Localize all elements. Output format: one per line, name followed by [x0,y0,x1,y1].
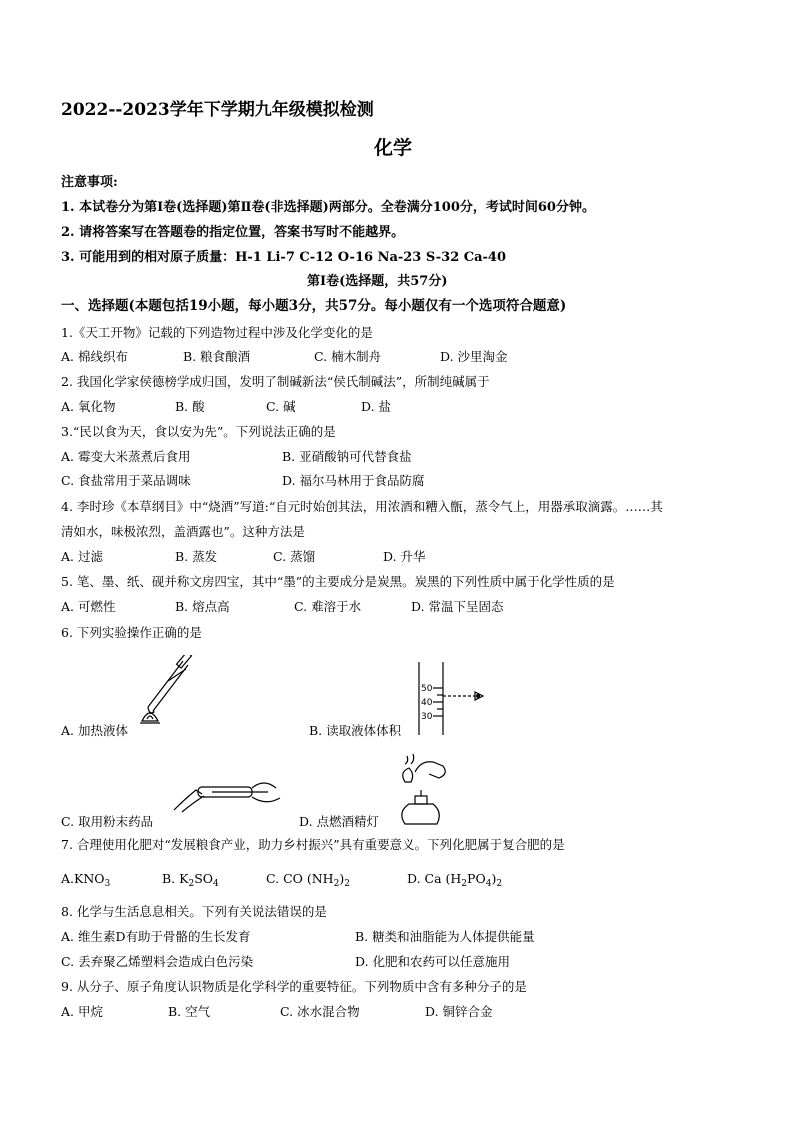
q7-a-text: A.KNO [61,871,105,886]
q4-option-c: C. 蒸馏 [273,549,316,564]
q7-c-sub2: 2 [344,879,350,889]
q7-a-sub: 3 [104,879,111,889]
section-heading: 一、选择题(本题包括19小题，每小题3分，共57分。每小题仅有一个选项符合题意) [61,298,567,314]
q9-option-a: A. 甲烷 [61,1004,103,1019]
q6-option-c: C. 取用粉末药品 [61,814,154,829]
q8-option-b: B. 糖类和油脂能为人体提供能量 [355,929,535,944]
powder-sampling-figure [172,770,282,815]
q3-option-a: A. 霉变大米蒸煮后食用 [61,449,191,464]
q8-option-a: A. 维生素D有助于骨骼的生长发育 [61,929,251,944]
q8-option-d: D. 化肥和农药可以任意施用 [355,954,511,969]
note-item-2: 2. 请将答案写在答题卷的指定位置，答案书写时不能越界。 [61,225,405,240]
q5-option-a: A. 可燃性 [61,599,116,614]
q7-c-text: C. CO (NH [266,871,334,886]
q7-option-d [407,871,502,892]
q2-option-c: C. 碱 [266,399,296,414]
cylinder-tick-50: 50 [421,684,433,694]
q1-option-d: D. 沙里淘金 [440,349,508,364]
q1-option-a: A. 棉线织布 [61,349,128,364]
q4-option-a: A. 过滤 [61,549,103,564]
q5-option-d: D. 常温下呈固态 [411,599,504,614]
q6-option-d: D. 点燃酒精灯 [299,814,380,829]
q8-stem: 8. 化学与生活息息相关。下列有关说法错误的是 [61,904,327,919]
q7-d-sub1: 2 [461,879,468,889]
q4-stem-line2: 清如水，味极浓烈，盖酒露也”。这种方法是 [61,524,305,539]
notes-heading: 注意事项: [61,175,118,190]
q1-stem: 1.《天工开物》记载的下列造物过程中涉及化学变化的是 [61,325,373,340]
q7-c-close: ) [339,871,345,886]
q1-option-b: B. 粮食酿酒 [183,349,251,364]
q7-option-c [266,871,350,892]
q6-option-b: B. 读取液体体积 [309,723,402,738]
note-item-1: 1. 本试卷分为第Ⅰ卷(选择题)第Ⅱ卷(非选择题)两部分。全卷满分100分，考试时间60分钟。 [61,200,595,215]
q9-option-b: B. 空气 [168,1004,211,1019]
measuring-cylinder-figure [415,660,505,735]
exam-title: 2022--2023学年下学期九年级模拟检测 [61,100,374,120]
q3-stem: 3.“民以食为天，食以安为先”。下列说法正确的是 [61,424,336,439]
note-item-3: 3. 可能用到的相对原子质量：H-1 Li-7 C-12 O-16 Na-23 S-32 Ca-40 [61,250,507,265]
q7-stem: 7. 合理使用化肥对“发展粮食产业，助力乡村振兴”具有重要意义。下列化肥属于复合肥的是 [61,837,565,852]
q1-option-c: C. 楠木制舟 [314,349,382,364]
q7-d-close: ) [491,871,497,886]
q7-b-sub2: 4 [213,879,219,889]
alcohol-lamp-figure [395,752,455,827]
q7-d-sub3: 2 [496,879,503,889]
q7-b-mid: SO [194,871,214,886]
q4-option-d: D. 升华 [383,549,426,564]
q5-option-c: C. 难溶于水 [294,599,362,614]
subject-title: 化学 [374,137,413,159]
q7-option-b [162,871,219,892]
q2-option-d: D. 盐 [361,399,392,414]
part1-title: 第Ⅰ卷(选择题，共57分) [307,274,448,289]
q7-d-text: D. Ca (H [407,871,462,886]
q7-c-sub1: 2 [333,879,340,889]
q5-stem: 5. 笔、墨、纸、砚并称文房四宝，其中“墨”的主要成分是炭黑。炭黑的下列性质中属于化学性质的是 [61,574,615,589]
q2-stem: 2. 我国化学家侯德榜学成归国，发明了制碱新法“侯氏制碱法”，所制纯碱属于 [61,374,490,389]
q2-option-b: B. 酸 [175,399,205,414]
cylinder-tick-30: 30 [421,712,433,722]
q9-option-d: D. 铜锌合金 [425,1004,493,1019]
heating-liquid-figure [138,655,198,725]
q4-option-b: B. 蒸发 [175,549,218,564]
q7-b-text: B. K [162,871,189,886]
q9-stem: 9. 从分子、原子角度认识物质是化学科学的重要特征。下列物质中含有多种分子的是 [61,979,527,994]
q7-b-sub1: 2 [188,879,195,889]
q7-d-mid: PO [467,871,486,886]
q3-option-c: C. 食盐常用于菜品调味 [61,473,191,488]
cylinder-tick-40: 40 [421,698,433,708]
q7-d-sub2: 4 [485,879,492,889]
q6-option-a: A. 加热液体 [61,723,128,738]
q9-option-c: C. 冰水混合物 [280,1004,360,1019]
q3-option-d: D. 福尔马林用于食品防腐 [282,473,425,488]
q6-stem: 6. 下列实验操作正确的是 [61,625,202,640]
q8-option-c: C. 丢弃聚乙烯塑料会造成白色污染 [61,954,254,969]
q7-option-a [61,871,110,892]
q4-stem-line1: 4. 李时珍《本草纲目》中“烧酒”写道:“自元时始创其法，用浓酒和糟入甑，蒸令气上，用器承取滴露。……其 [61,499,663,514]
q5-option-b: B. 熔点高 [175,599,230,614]
q3-option-b: B. 亚硝酸钠可代替食盐 [282,449,412,464]
q2-option-a: A. 氧化物 [61,399,116,414]
